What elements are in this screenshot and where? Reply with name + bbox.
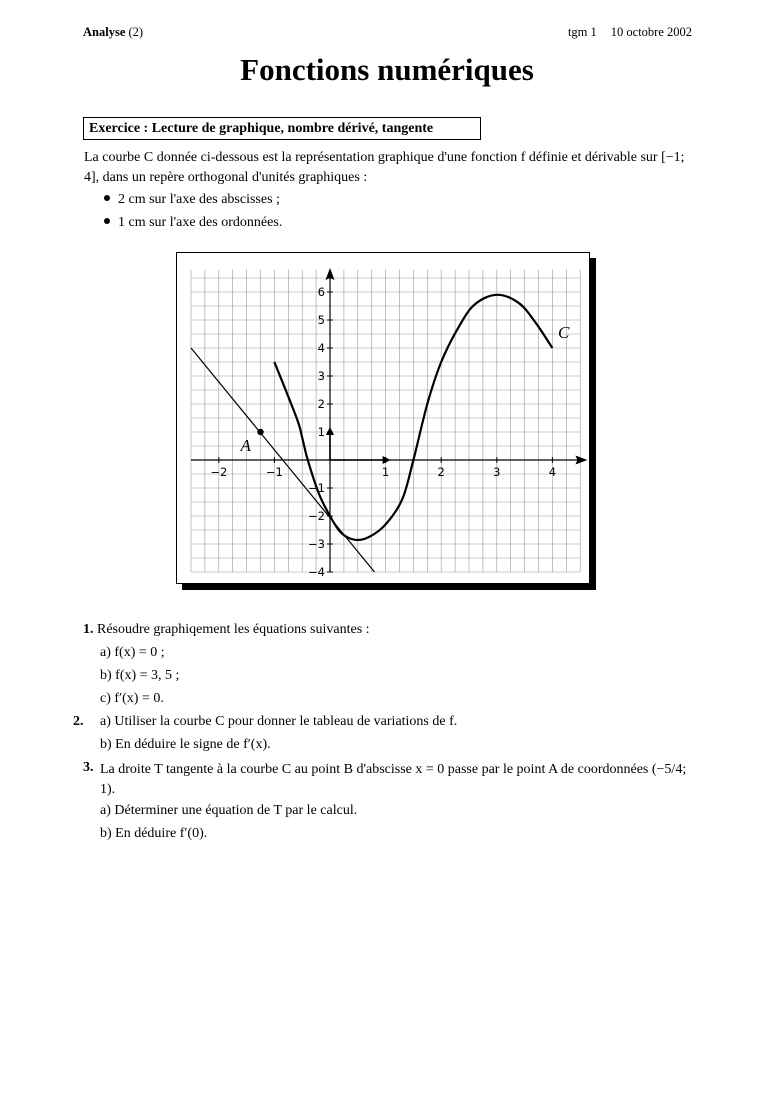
question-3a: a) Déterminer une équation de T par le calcul. — [100, 803, 358, 818]
question-2b: b) En déduire le signe de f′(x). — [100, 737, 271, 752]
x-tick-label: 2 — [437, 465, 445, 479]
bullet-text: 2 cm sur l'axe des abscisses ; — [118, 192, 280, 207]
header-subject — [83, 25, 143, 40]
x-tick-label: 4 — [548, 465, 557, 479]
y-tick-label: 1 — [317, 425, 325, 439]
bullet-text: 1 cm sur l'axe des ordonnées. — [118, 215, 283, 230]
y-tick-label: −4 — [308, 565, 325, 579]
bullet-icon — [104, 195, 110, 201]
question-1a: a) f(x) = 0 ; — [100, 645, 165, 660]
y-tick-label: 6 — [317, 285, 325, 299]
question-number: 1. — [83, 622, 94, 637]
question-3b: b) En déduire f′(0). — [100, 826, 208, 841]
y-tick-label: 2 — [317, 397, 325, 411]
plot — [191, 295, 570, 572]
date-label: 10 octobre 2002 — [610, 25, 692, 39]
question-2a: a) Utiliser la courbe C pour donner le tableau de variations de f. — [100, 714, 458, 729]
x-tick-label: 3 — [493, 465, 501, 479]
bullet-item — [104, 215, 282, 231]
x-tick-label: −1 — [265, 465, 283, 479]
x-tick-label: −2 — [210, 465, 228, 479]
bullet-item — [104, 192, 280, 208]
bullet-icon — [104, 218, 110, 224]
y-tick-label: 4 — [317, 341, 325, 355]
chapter-number: (2) — [128, 25, 144, 39]
x-tick-label: 1 — [381, 465, 390, 479]
y-tick-label: −2 — [308, 509, 325, 523]
exercise-intro: La courbe C donnée ci-dessous est la représentation graphique d'une fonction f définie et dérivable sur [−1; 4], dans un repère orthogonal d'unités graphiques : — [84, 150, 685, 185]
question-3-number: 3. — [83, 760, 94, 775]
point-a-label: A — [240, 436, 251, 455]
exercise-heading: Exercice : Lecture de graphique, nombre dérivé, tangente — [83, 117, 481, 140]
subject-label: Analyse — [83, 25, 126, 39]
question-1c: c) f′(x) = 0. — [100, 691, 164, 706]
y-unit-arrow — [326, 427, 334, 435]
grid — [191, 270, 580, 572]
page-title: Fonctions numériques — [240, 52, 534, 87]
question-3-text: La droite T tangente à la courbe C au point B d'abscisse x = 0 passe par le point A de coordonnées (−5/4; 1). — [100, 762, 687, 797]
x-unit-arrow — [383, 456, 391, 464]
y-tick-label: −3 — [308, 537, 325, 551]
y-tick-label: −1 — [308, 481, 325, 495]
question-1b: b) f(x) = 3, 5 ; — [100, 668, 180, 683]
function-graph — [176, 252, 590, 584]
question-2-number: 2. — [73, 714, 84, 729]
question-1 — [83, 622, 370, 638]
header-info — [568, 25, 692, 40]
curve-c-label: C — [557, 323, 570, 343]
y-tick-label: 5 — [317, 313, 325, 327]
point-a — [257, 429, 263, 435]
y-tick-label: 3 — [317, 369, 325, 383]
class-label: tgm 1 — [567, 25, 597, 39]
question-text: Résoudre graphiqement les équations suivantes : — [97, 622, 370, 637]
